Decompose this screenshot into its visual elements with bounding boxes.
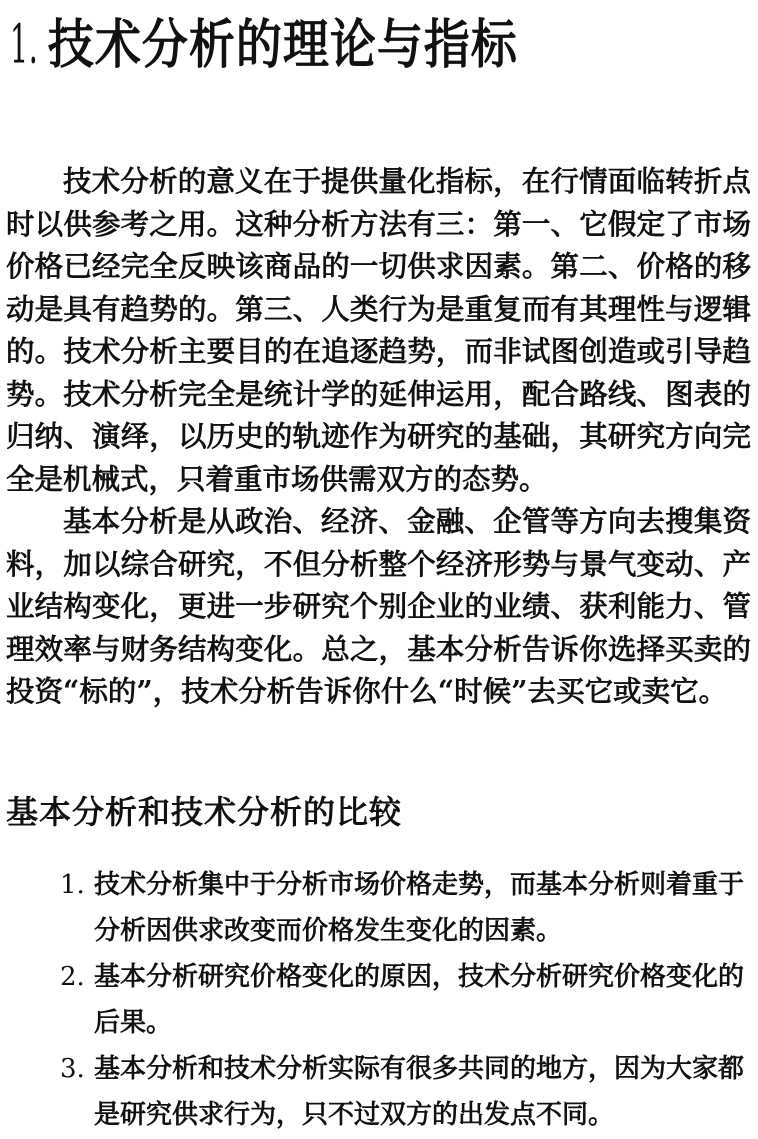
body-text (6, 160, 751, 713)
comparison-heading: 基本分析和技术分析的比较 (6, 793, 403, 831)
paragraph-fundamental-analysis: 基本分析是从政治、经济、金融、企管等方向去搜集资料，加以综合研究，不但分析整个经济形势与景气变动、产业结构变化，更进一步研究个别企业的业绩、获利能力、管理效率与财务结构变化。总之，基本分析告诉你选择买卖的投资“标的”，技术分析告诉你什么“时候”去买它或卖它。 (6, 504, 751, 708)
list-item-number: 1. (60, 870, 85, 900)
section-title (10, 4, 518, 85)
list-item (60, 954, 750, 1046)
list-item-text: 基本分析和技术分析实际有很多共同的地方，因为大家都是研究供求行为，只不过双方的出发点不同。 (94, 1054, 745, 1130)
list-item-text: 技术分析集中于分析市场价格走势，而基本分析则着重于分析因供求改变而价格发生变化的因素。 (94, 870, 745, 946)
list-item-number: 3. (60, 1054, 85, 1084)
list-item-number: 2. (60, 962, 85, 992)
section-title-text: 技术分析的理论与指标 (47, 13, 518, 76)
list-item (60, 1046, 750, 1138)
list-item-text: 基本分析研究价格变化的原因，技术分析研究价格变化的后果。 (94, 962, 745, 1038)
comparison-list (60, 862, 750, 1138)
paragraph-technical-analysis: 技术分析的意义在于提供量化指标，在行情面临转折点时以供参考之用。这种分析方法有三：第一、它假定了市场价格已经完全反映该商品的一切供求因素。第二、价格的移动是具有趋势的。第三、人类行为是重复而有其理性与逻辑的。技术分析主要目的在追逐趋势，而非试图创造或引导趋势。技术分析完全是统计学的延伸运用，配合路线、图表的归纳、演绎，以历史的轨迹作为研究的基础，其研究方向完全是机械式，只着重市场供需双方的态势。 (6, 164, 751, 496)
section-number: 1. (10, 13, 39, 76)
list-item (60, 862, 750, 954)
